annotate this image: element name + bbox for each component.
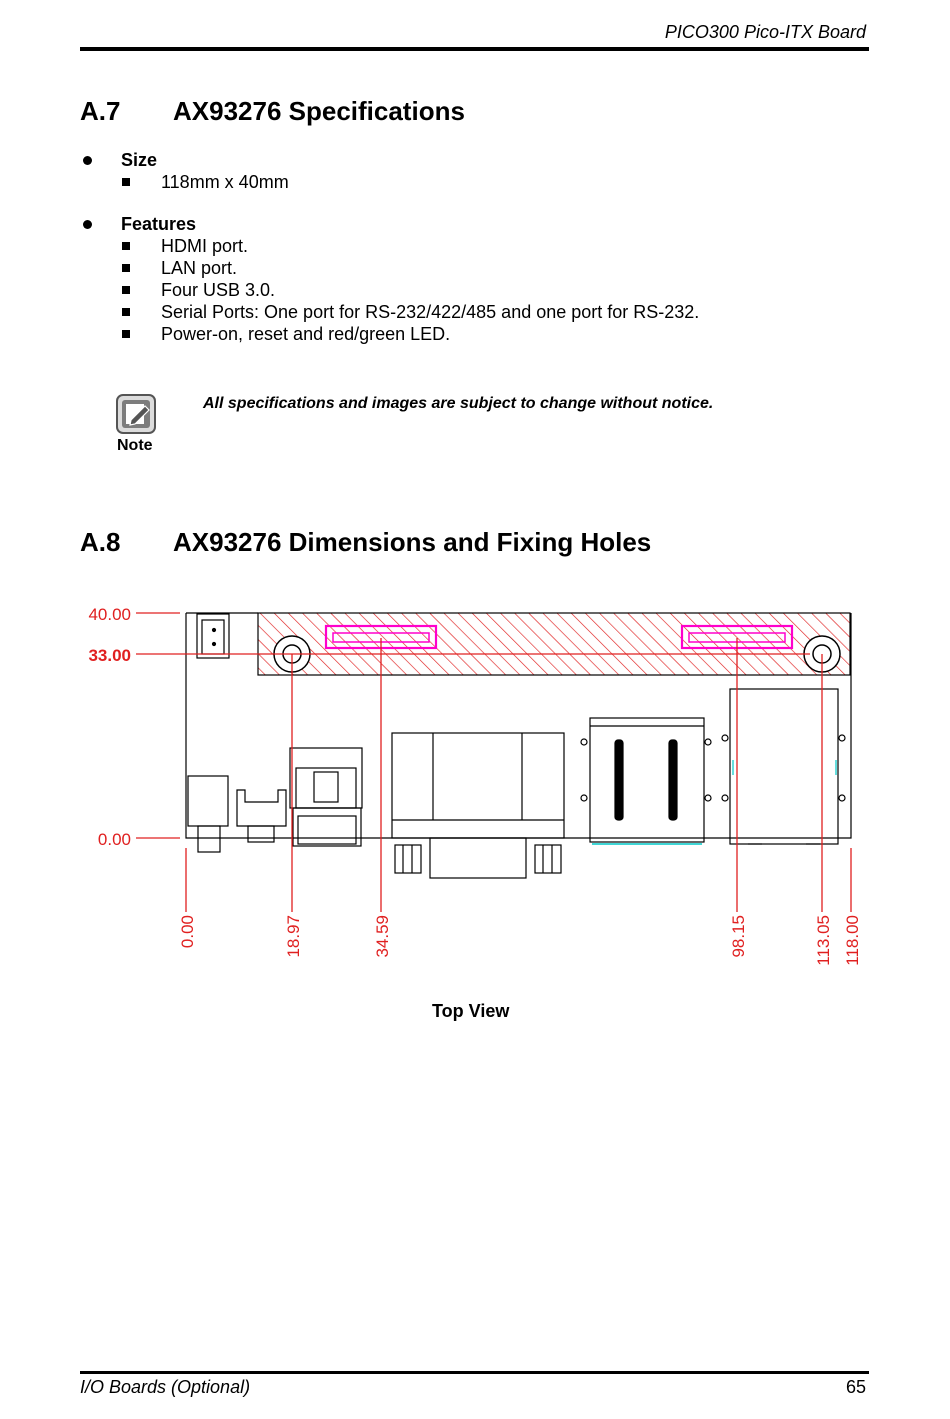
feature-item: Serial Ports: One port for RS-232/422/485 and one port for RS-232. bbox=[161, 302, 700, 322]
square-bullet-icon bbox=[122, 264, 130, 272]
section-a7-number: A.7 bbox=[80, 96, 121, 126]
bullet-dot-icon bbox=[83, 156, 92, 165]
square-bullet-icon bbox=[122, 242, 130, 250]
size-item: 118mm x 40mm bbox=[161, 172, 289, 192]
footer-section-title: I/O Boards (Optional) bbox=[80, 1377, 251, 1397]
serial-port bbox=[392, 733, 564, 878]
note-icon bbox=[116, 394, 156, 434]
dimension-drawing bbox=[0, 590, 950, 990]
square-bullet-icon bbox=[122, 178, 130, 186]
bullet-dot-icon bbox=[83, 220, 92, 229]
section-a8-title: AX93276 Dimensions and Fixing Holes bbox=[173, 527, 652, 557]
feature-item: LAN port. bbox=[161, 258, 238, 278]
keepout-area bbox=[258, 613, 850, 675]
dimension-label-x: 18.97 bbox=[284, 915, 303, 958]
dc-jack bbox=[188, 776, 228, 852]
dimension-label-y: 40.00 bbox=[88, 605, 131, 624]
figure-caption: Top View bbox=[432, 1001, 510, 1021]
dimension-label-x: 113.05 bbox=[814, 915, 833, 966]
header-connector bbox=[197, 614, 229, 658]
feature-item: Four USB 3.0. bbox=[161, 280, 276, 300]
dimension-label-x: 98.15 bbox=[729, 915, 748, 958]
note-text: All specifications and images are subject to change without notice. bbox=[203, 395, 714, 412]
square-bullet-icon bbox=[122, 308, 130, 316]
dimension-label-y: 0.00 bbox=[97, 830, 131, 849]
section-a8-heading bbox=[80, 527, 880, 561]
usb-port bbox=[581, 718, 711, 844]
lan-port bbox=[722, 689, 845, 844]
stacked-component bbox=[290, 748, 362, 846]
header-rule bbox=[80, 47, 869, 51]
feature-item: Power-on, reset and red/green LED. bbox=[161, 324, 451, 344]
page-number: 65 bbox=[845, 1377, 866, 1397]
section-a7-title: AX93276 Specifications bbox=[173, 96, 465, 126]
switch-component bbox=[237, 790, 286, 842]
note-label: Note bbox=[117, 437, 153, 454]
dimension-label-x: 34.59 bbox=[373, 915, 392, 958]
running-header: PICO300 Pico-ITX Board bbox=[664, 22, 866, 42]
square-bullet-icon bbox=[122, 286, 130, 294]
features-label: Features bbox=[121, 214, 197, 234]
dimension-label-y: 33.00 bbox=[88, 646, 131, 665]
footer-rule bbox=[80, 1371, 869, 1374]
dimension-label-x: 118.00 bbox=[843, 915, 862, 966]
dimension-label-x: 0.00 bbox=[178, 915, 197, 949]
section-a7-heading bbox=[80, 96, 780, 130]
section-a8-number: A.8 bbox=[80, 527, 121, 557]
size-label: Size bbox=[121, 150, 158, 170]
feature-item: HDMI port. bbox=[161, 236, 249, 256]
square-bullet-icon bbox=[122, 330, 130, 338]
